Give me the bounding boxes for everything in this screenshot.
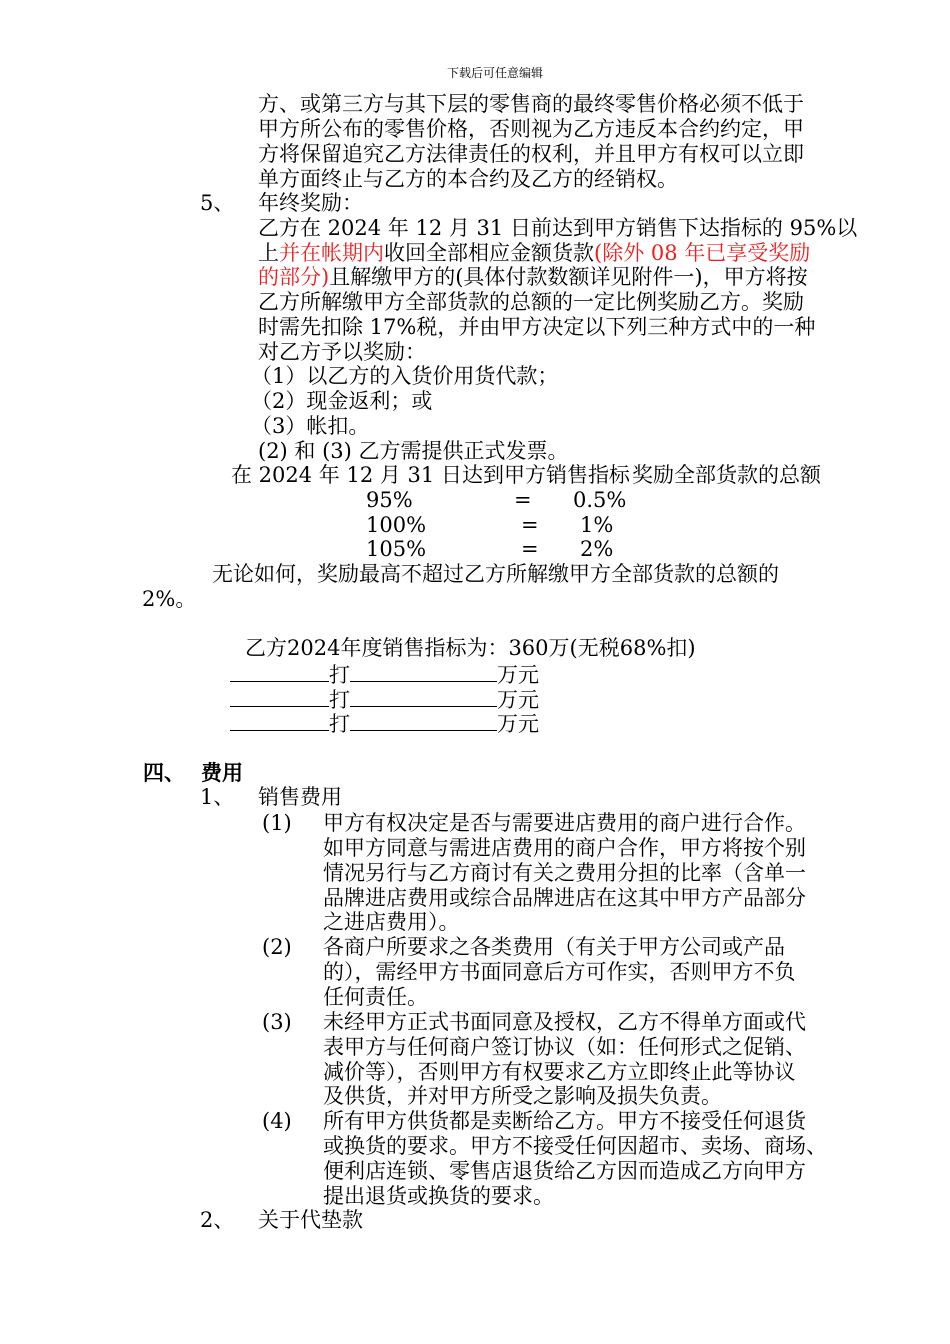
clause-line: 之进店费用）。 [323, 910, 460, 934]
section-number: 四、 [143, 760, 185, 785]
blank-field [230, 710, 329, 731]
reward-percent: 2% [580, 537, 614, 561]
paragraph-line: 甲方所公布的零售价格，否则视为乙方违反本合约约定，甲 [258, 117, 804, 141]
page-header: 下载后可任意编辑 [446, 66, 543, 80]
text-run: 且解缴甲方的(具体付款数额详见附件一)，甲方将按 [329, 265, 808, 289]
clause-number: (4) [262, 1109, 292, 1133]
text-run: 收回全部相应金额货款 [384, 241, 594, 265]
highlighted-text: 的部分) [258, 265, 330, 289]
clause-line: 情况另行与乙方商讨有关之费用分担的比率（含单一 [323, 861, 806, 885]
reward-target: 105% [366, 537, 427, 561]
reward-table-header-target: 在 2024 年 12 月 31 日达到甲方销售指标 [231, 463, 630, 487]
fill-in-connector: 打 [329, 663, 350, 687]
option-item: （3）帐扣。 [251, 414, 370, 438]
paragraph-line: 方将保留追究乙方法律责任的权利，并且甲方有权可以立即 [258, 142, 804, 166]
subsection-title: 关于代垫款 [258, 1208, 363, 1232]
item-title: 年终奖励： [258, 191, 363, 215]
reward-cap-line: 无论如何，奖励最高不超过乙方所解缴甲方全部货款的总额的 [212, 562, 779, 586]
reward-equals: = [514, 488, 532, 512]
text-run: 上 [258, 241, 279, 265]
item-number: 5、 [200, 191, 235, 215]
sales-target: 乙方2024年度销售指标为：360万(无税68%扣) [245, 636, 696, 660]
fill-in-row [230, 710, 539, 737]
fill-in-unit: 万元 [497, 663, 539, 687]
paragraph-line [258, 265, 808, 290]
clause-line: 或换货的要求。甲方不接受任何因超市、卖场、商场、 [323, 1134, 827, 1158]
paragraph-line: 时需先扣除 17%税，并由甲方决定以下列三种方式中的一种 [258, 315, 816, 339]
clause-line: 任何责任。 [323, 985, 428, 1009]
paragraph-line: 乙方在 2024 年 12 月 31 日前达到甲方销售下达指标的 95%以 [258, 216, 858, 240]
clause-line: 便利店连锁、零售店退货给乙方因而造成乙方向甲方 [323, 1159, 806, 1183]
fill-in-connector: 打 [329, 688, 350, 712]
paragraph-line: 乙方所解缴甲方全部货款的总额的一定比例奖励乙方。奖励 [258, 290, 804, 314]
paragraph-line: 方、或第三方与其下层的零售商的最终零售价格必须不低于 [258, 92, 804, 116]
fill-in-row [230, 686, 539, 713]
reward-percent: 1% [580, 513, 614, 537]
clause-line: 表甲方与任何商户签订协议（如：任何形式之促销、 [323, 1035, 806, 1059]
invoice-note: (2) 和 (3) 乙方需提供正式发票。 [258, 439, 569, 463]
blank-field [350, 710, 497, 731]
reward-equals: = [521, 537, 539, 561]
reward-cap-line: 2%。 [142, 587, 197, 611]
clause-line: 未经甲方正式书面同意及授权，乙方不得单方面或代 [323, 1010, 806, 1034]
clause-line: 所有甲方供货都是卖断给乙方。甲方不接受任何退货 [323, 1109, 806, 1133]
clause-line: 减价等），否则甲方有权要求乙方立即终止此等协议 [323, 1060, 796, 1084]
clause-number: (2) [262, 935, 292, 959]
clause-line: 甲方有权决定是否与需要进店费用的商户进行合作。 [323, 811, 806, 835]
clause-line: 如甲方同意与需进店费用的商户合作，甲方将按个别 [323, 836, 806, 860]
reward-percent: 0.5% [573, 488, 627, 512]
highlighted-text: 并在帐期内 [279, 241, 384, 265]
fill-in-unit: 万元 [497, 712, 539, 736]
blank-field [230, 661, 329, 682]
subsection-number: 2、 [200, 1208, 235, 1232]
clause-line: 各商户所要求之各类费用（有关于甲方公司或产品 [323, 935, 785, 959]
clause-line: 提出退货或换货的要求。 [323, 1184, 554, 1208]
blank-field [350, 661, 497, 682]
blank-field [230, 686, 329, 707]
highlighted-text: (除外 08 年已享受奖励 [594, 241, 811, 265]
clause-number: (1) [262, 811, 292, 835]
fill-in-connector: 打 [329, 712, 350, 736]
fill-in-unit: 万元 [497, 688, 539, 712]
reward-equals: = [521, 513, 539, 537]
clause-number: (3) [262, 1010, 292, 1034]
paragraph-line: 对乙方予以奖励： [258, 340, 426, 364]
blank-field [350, 686, 497, 707]
reward-target: 95% [366, 488, 413, 512]
paragraph-line: 单方面终止与乙方的本合约及乙方的经销权。 [258, 167, 678, 191]
clause-line: 品牌进店费用或综合品牌进店在这其中甲方产品部分 [323, 886, 806, 910]
clause-line: 的），需经甲方书面同意后方可作实，否则甲方不负 [323, 960, 796, 984]
subsection-number: 1、 [200, 785, 235, 809]
option-item: （2）现金返利；或 [251, 389, 433, 413]
clause-line: 及供货，并对甲方所受之影响及损失负责。 [323, 1084, 722, 1108]
reward-target: 100% [366, 513, 427, 537]
paragraph-line [258, 241, 810, 266]
option-item: （1）以乙方的入货价用货代款； [251, 364, 559, 388]
subsection-title: 销售费用 [258, 785, 342, 809]
section-title: 费用 [201, 760, 243, 785]
reward-table-header-reward: 奖励全部货款的总额 [632, 463, 821, 487]
fill-in-row [230, 661, 539, 688]
